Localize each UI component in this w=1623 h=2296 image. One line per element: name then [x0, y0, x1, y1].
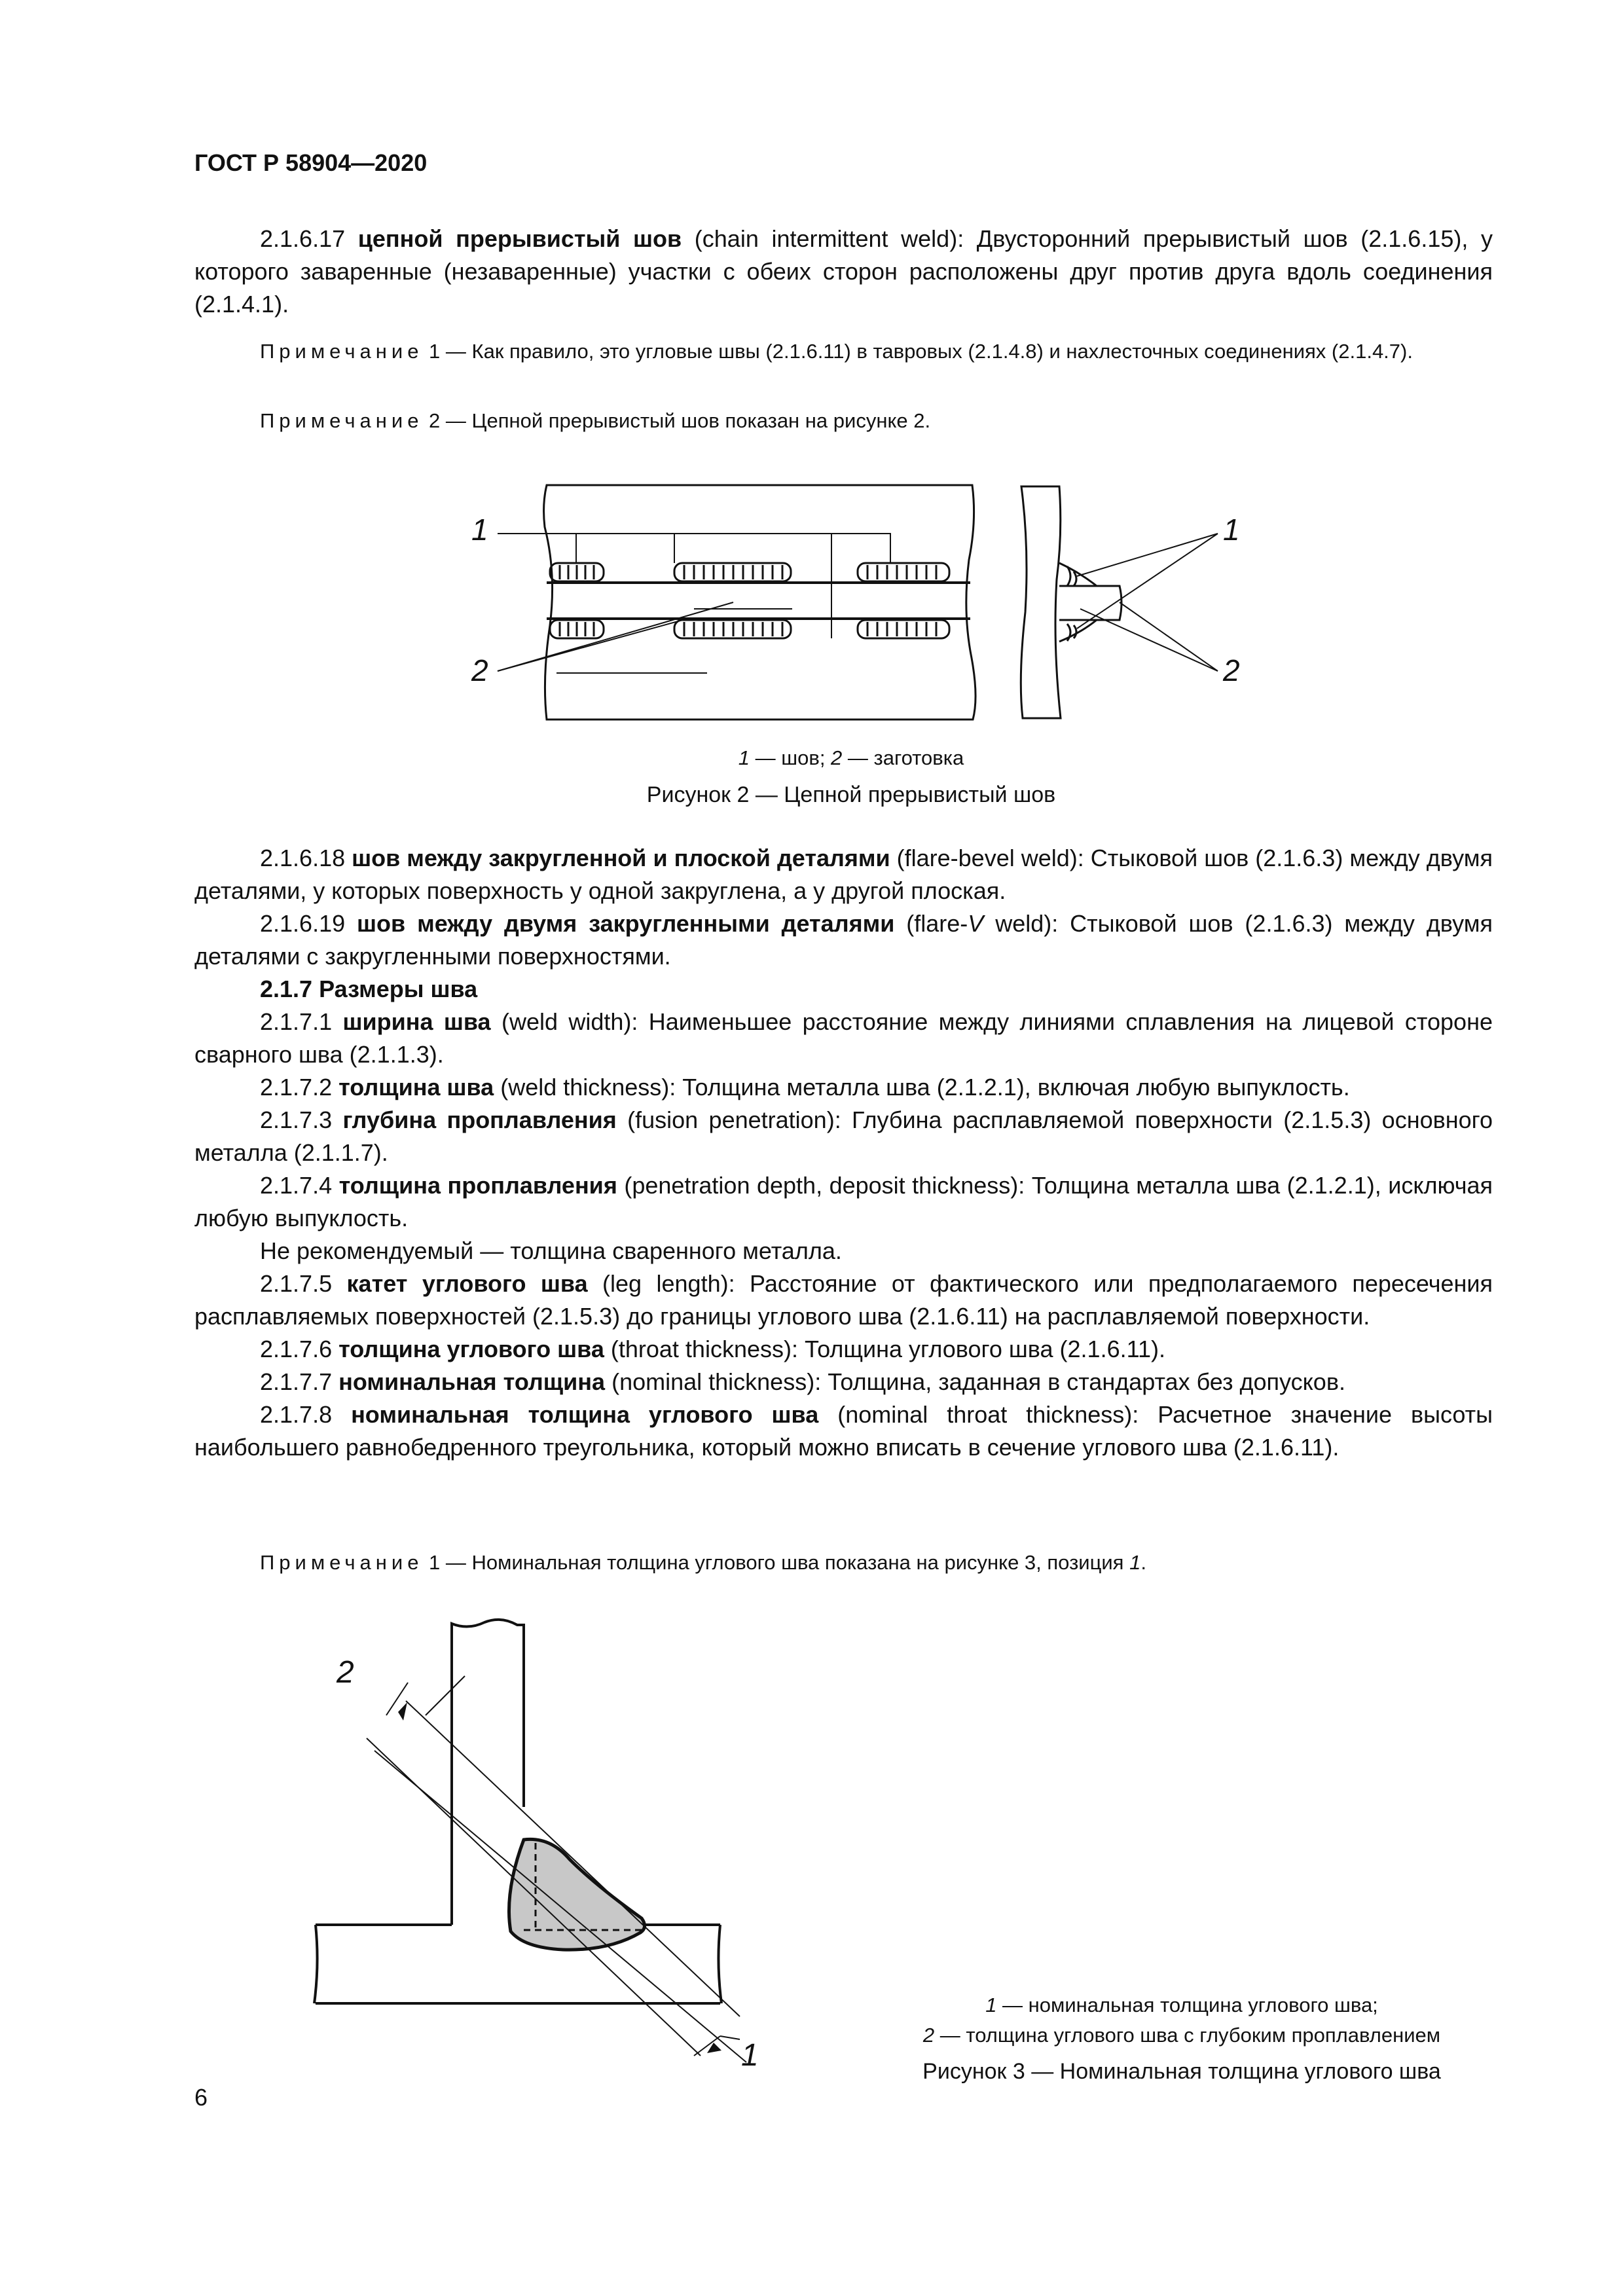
figure-3-caption: Рисунок 3 — Номинальная толщина углового шва [922, 2059, 1441, 2084]
callout-right-1: 1 [1223, 513, 1240, 547]
note-label: Примечание [260, 340, 424, 363]
note-2 [194, 407, 1493, 435]
page-number: 6 [194, 2084, 208, 2111]
figure-3-legend: 1 — номинальная толщина углового шва; 2 — толщина углового шва с глубоким проплавлением [922, 1994, 1441, 2047]
welds-bottom [550, 620, 949, 638]
note-label: Примечание [260, 409, 424, 432]
callout-left-1: 1 [471, 513, 488, 547]
callout-1: 1 [741, 2038, 759, 2069]
profile-weld-bottom [1059, 620, 1097, 642]
leaders-left-2 [498, 602, 733, 671]
term: цепной прерывистый шов [357, 225, 682, 252]
callout-2: 2 [337, 1655, 354, 1690]
paragraph-2-1-6-19: 2.1.6.19 шов между двумя закругленными деталями (flare-V weld): Стыковой шов (2.1.6.3) между двумя деталями с закругленными поверхностями. [194, 910, 1493, 970]
figure-2-caption: Рисунок 2 — Цепной прерывистый шов [646, 782, 1056, 807]
note-2-block [194, 407, 1493, 435]
note-1-block [194, 338, 1493, 365]
callout-right-2: 2 [1223, 653, 1240, 687]
note-text: 1 — Как правило, это угловые швы (2.1.6.11) в тавровых (2.1.4.8) и нахлесточных соединениях (2.1.4.7). [423, 340, 1413, 363]
heading-2-1-7: 2.1.7 Размеры шва [260, 975, 478, 1002]
paragraph-2-1-6-17 [194, 223, 1493, 321]
profile-plate [1021, 486, 1061, 718]
paragraph-2-1-7-1: 2.1.7.1 ширина шва (weld width): Наименьшее расстояние между линиями сплавления на лицевой стороне сварного шва (2.1.1.3). [194, 1008, 1493, 1068]
clause-number: 2.1.6.17 [260, 225, 346, 252]
definition: : Двусторонний прерывистый шов (2.1.6.15), у которого заваренные (незаваренные) участки с обеих сторон расположены друг против друга вдоль соединения (2.1.4.1). [194, 225, 1493, 318]
paragraph-2-1-7-8: 2.1.7.8 номинальная толщина углового шва (nominal throat thickness): Расчетное значение высоты наибольшего равнобедренного треугольника, который можно вписать в сечение углового шва (2.1.6.11). [194, 1401, 1493, 1461]
paragraph-2-1-7-7: 2.1.7.7 номинальная толщина (nominal thickness): Толщина, заданная в стандартах без допусков. [260, 1368, 1345, 1395]
paragraph-2-1-7-3: 2.1.7.3 глубина проплавления (fusion penetration): Глубина расплавляемой поверхности (2.1.5.3) основного металла (2.1.1.7). [194, 1106, 1493, 1166]
paragraph-2-1-7-4: 2.1.7.4 толщина проплавления (penetration depth, deposit thickness): Толщина металла шва (2.1.2.1), исключая любую выпуклость. [194, 1172, 1493, 1231]
figure-3-drawing [301, 1611, 759, 2069]
paragraph-2-1-7-6: 2.1.7.6 толщина углового шва (throat thickness): Толщина углового шва (2.1.6.11). [260, 1336, 1165, 1362]
fillet-weld [509, 1839, 645, 1950]
paragraph-2-1-6-18: 2.1.6.18 шов между закругленной и плоской деталями (flare-bevel weld): Стыковой шов (2.1.6.3) между двумя деталями, у которых поверхность у одной закруглена, а у другой плоская. [194, 845, 1493, 904]
note-3-block [194, 1549, 1493, 1576]
profile-view [1021, 486, 1122, 718]
term-english: (chain intermittent weld) [694, 225, 958, 252]
document-header: ГОСТ Р 58904—2020 [194, 149, 428, 176]
profile-bar [1059, 586, 1122, 620]
figure-2-legend: 1 — шов; 2 — заготовка [738, 746, 964, 769]
callout-left-2: 2 [471, 653, 488, 687]
section-2-1-6-17-block [194, 223, 1493, 321]
welds-top [550, 563, 949, 581]
definitions-block [194, 842, 1493, 1464]
profile-weld-top [1059, 563, 1097, 586]
leaders-right [1077, 534, 1218, 671]
note-1 [194, 338, 1493, 365]
paragraph-not-recommended: Не рекомендуемый — толщина сваренного металла. [260, 1237, 842, 1264]
paragraph-2-1-7-2: 2.1.7.2 толщина шва (weld thickness): Толщина металла шва (2.1.2.1), включая любую выпуклость. [260, 1074, 1350, 1101]
note-text: 2 — Цепной прерывистый шов показан на рисунке 2. [423, 409, 931, 432]
paragraph-2-1-7-5: 2.1.7.5 катет углового шва (leg length): Расстояние от фактического или предполагаемого пересечения расплавляемых поверхностей (2.1.5.3) до границы углового шва (2.1.6.11) на расплавляемой поверхности. [194, 1270, 1493, 1330]
note-3: Примечание 1 — Номинальная толщина углового шва показана на рисунке 3, позиция 1. [260, 1551, 1146, 1574]
figure-2-drawing [458, 481, 1296, 723]
plate-left-outline [544, 485, 976, 720]
